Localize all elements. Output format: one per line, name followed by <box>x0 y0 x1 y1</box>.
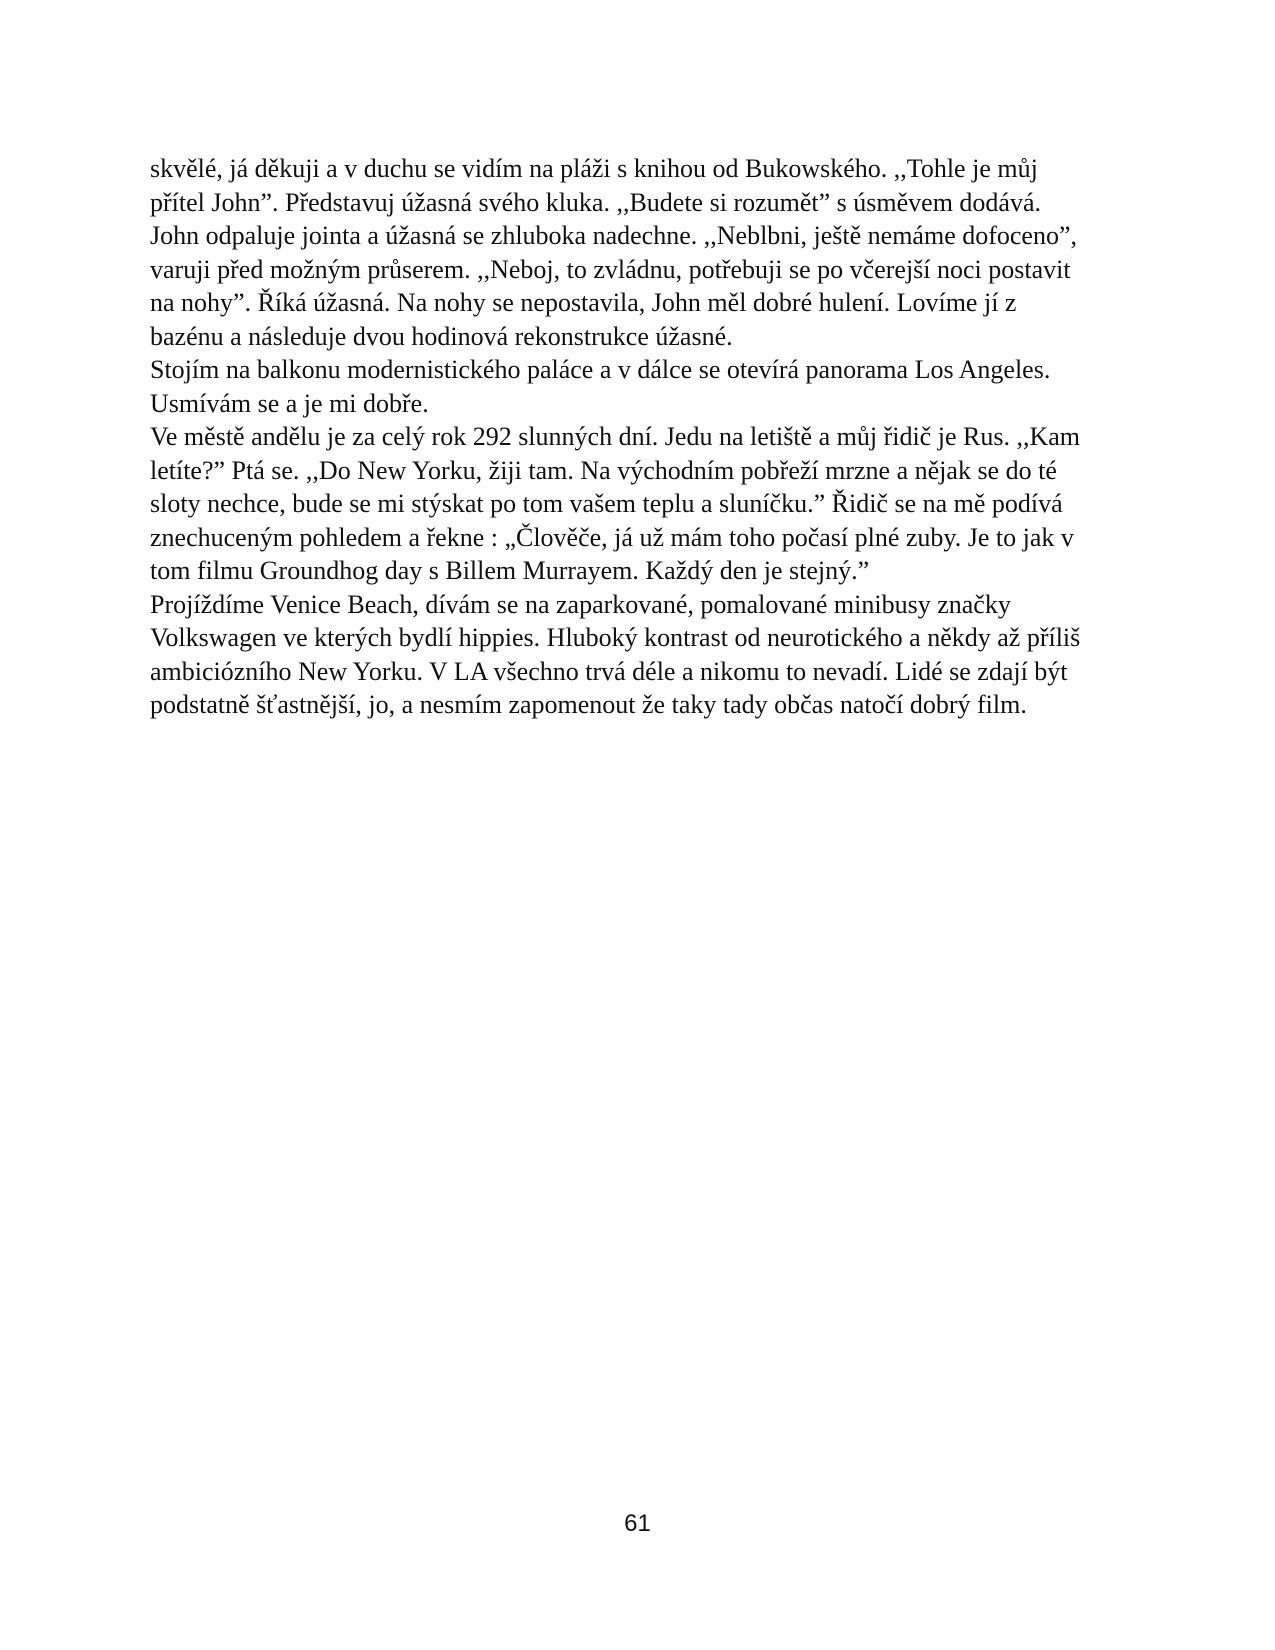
text-line: bazénu a následuje dvou hodinová rekonstrukce úžasné. <box>150 321 733 351</box>
text-line: sloty nechce, bude se mi stýskat po tom vašem teplu a sluníčku.” Řidič se na mě podívá <box>150 489 1063 518</box>
text-line: Volkswagen ve kterých bydlí hippies. Hluboký kontrast od neurotického a někdy až příliš <box>150 623 1081 652</box>
page-number: 61 <box>624 1510 651 1537</box>
text-line: Stojím na balkonu modernistického paláce a v dálce se otevírá panorama Los Angeles. <box>150 355 1051 384</box>
text-line: znechuceným pohledem a řekne : „Člověče, já už mám toho počasí plné zuby. Je to jak v <box>150 522 1074 552</box>
text-line: ambiciózního New Yorku. V LA všechno trvá déle a nikomu to nevadí. Lidé se zdají být <box>150 656 1068 686</box>
text-line: na nohy”. Říká úžasná. Na nohy se nepostavila, John měl dobré hulení. Lovíme jí z <box>150 288 1017 317</box>
text-line: letíte?” Ptá se. ,,Do New Yorku, žiji tam. Na východním pobřeží mrzne a nějak se do té <box>150 455 1057 485</box>
text-line: Ve městě andělu je za celý rok 292 slunných dní. Jedu na letiště a můj řidič je Rus. ,,Kam <box>150 422 1080 451</box>
text-line: skvělé, já děkuji a v duchu se vidím na pláži s knihou od Bukowského. ,,Tohle je můj <box>150 154 1038 183</box>
text-line: podstatně šťastnější, jo, a nesmím zapomenout že taky tady občas natočí dobrý film. <box>150 690 1027 719</box>
text-line: Projíždíme Venice Beach, dívám se na zaparkované, pomalované minibusy značky <box>150 589 1011 619</box>
text-line: přítel John”. Představuj úžasná svého kluka. ,,Budete si rozumět” s úsměvem dodává. <box>150 187 1042 217</box>
body-text <box>150 152 1130 722</box>
text-line: tom filmu Groundhog day s Billem Murrayem. Každý den je stejný.” <box>150 556 870 585</box>
text-line: Usmívám se a je mi dobře. <box>150 388 429 418</box>
text-line: John odpaluje jointa a úžasná se zhluboka nadechne. ,,Neblbni, ještě nemáme dofoceno”, <box>150 221 1078 250</box>
text-line: varuji před možným průserem. ,,Neboj, to zvládnu, potřebuji se po včerejší noci postavit <box>150 254 1071 284</box>
